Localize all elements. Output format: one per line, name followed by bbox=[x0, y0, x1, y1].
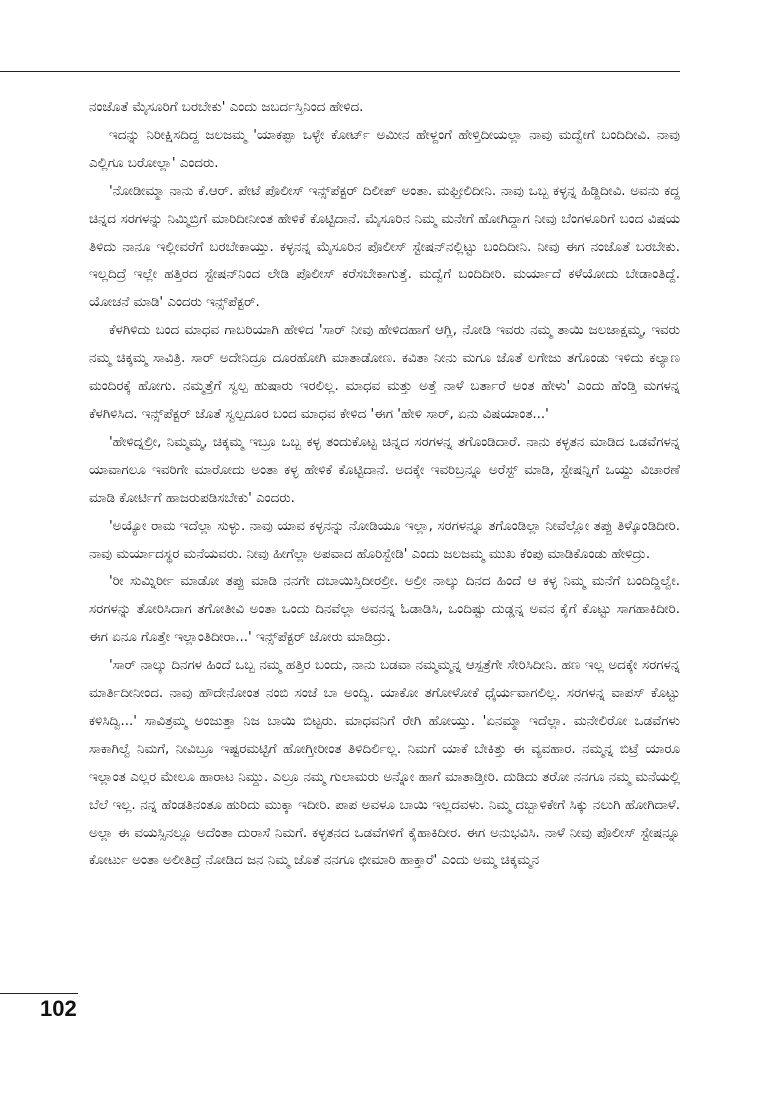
paragraph: ಕೆಳಗಿಳಿದು ಬಂದ ಮಾಧವ ಗಾಬರಿಯಾಗಿ ಹೇಳಿದ 'ಸಾರ್ ನೀವು ಹೇಳಿದಹಾಗೆ ಆಗ್ಲಿ, ನೋಡಿ ಇವರು ನಮ್ಮ ತಾಯಿ ಜಲಜಾಕ್ಷಮ್ಮ, ಇವರು ನಮ್ಮ ಚಿಕ್ಕಮ್ಮ ಸಾವಿತ್ರಿ. ಸಾರ್ ಅದೇನಿದ್ರೂ ದೂರಹೋಗಿ ಮಾತಾಡೋಣ. ಕವಿತಾ ನೀನು ಮಗೂ ಜೊತೆ ಲಗೇಜು ತಗೊಂಡು ಇಳಿದು ಕಲ್ಯಾಣ ಮಂದಿರಕ್ಕೆ ಹೋಗು. ನಮ್ಮತ್ತೆಗೆ ಸ್ವಲ್ಪ ಹುಷಾರು ಇರಲಿಲ್ಲ. ಮಾಧವ ಮತ್ತು ಅತ್ತೆ ನಾಳೆ ಬರ್ತಾರೆ ಅಂತ ಹೇಳು' ಎಂದು ಹೆಂಡ್ತಿ ಮಗಳನ್ನ ಕೆಳಗಿಳಿಸಿದ. ಇನ್ಸ್‌ಪೆಕ್ಟರ್ ಜೊತೆ ಸ್ವಲ್ಪದೂರ ಬಂದ ಮಾಧವ ಕೇಳಿದ 'ಈಗ 'ಹೇಳಿ ಸಾರ್, ಏನು ವಿಷಯಾಂತ...' bbox=[89, 323, 680, 422]
paragraph: ನಂಜೊತೆ ಮೈಸೂರಿಗೆ ಬರಬೇಕು' ಎಂದು ಜಬರ್ದಸ್ತಿನಿಂದ ಹೇಳಿದ. bbox=[89, 100, 364, 115]
paragraph: 'ರೀ ಸುಮ್ನಿರ್ರೀ ಮಾಡೋ ತಪ್ಪು ಮಾಡಿ ನನಗೇ ದಬಾಯಿಸ್ತಿದೀರಲ್ರೀ. ಅಲ್ರೀ ನಾಲ್ಕು ದಿನದ ಹಿಂದೆ ಆ ಕಳ್ಳ ನಿಮ್ಮ ಮನೆಗೆ ಬಂದಿದ್ದಿಲ್ವೇ. ಸರಗಳನ್ನು ತೋರಿಸಿದಾಗ ತಗೋತೀವಿ ಅಂತಾ ಒಂದು ದಿನವೆಲ್ಲಾ ಅವನನ್ನ ಓಡಾಡಿಸಿ, ಒಂದಿಷ್ಟು ದುಡ್ಡನ್ನ ಅವನ ಕೈಗೆ ಕೊಟ್ಟು ಸಾಗಹಾಕಿದೀರಿ. ಈಗ ಏನೂ ಗೊತ್ತೇ ಇಲ್ಲಾಂತಿದೀರಾ...' ಇನ್ಸ್‌ಪೆಕ್ಟರ್ ಜೋರು ಮಾಡಿದ್ರು. bbox=[89, 574, 680, 646]
footer-rule bbox=[0, 993, 78, 994]
paragraph: ಇದನ್ನು ನಿರೀಕ್ಷಿಸದಿದ್ದ ಜಲಜಮ್ಮ 'ಯಾಕಪ್ಪಾ ಒಳ್ಳೇ ಕೋರ್ಟ್ ಅಮೀನ ಹೇಳ್ದಂಗೆ ಹೇಳ್ತಿದೀಯಲ್ಲಾ ನಾವು ಮದ್ವೇಗೆ ಬಂದಿದೀವಿ. ನಾವು ಎಲ್ಲಿಗೂ ಬರೋಲ್ಲಾ' ಎಂದರು. bbox=[89, 127, 680, 171]
paragraph: 'ಸಾರ್ ನಾಲ್ಕು ದಿನಗಳ ಹಿಂದೆ ಒಬ್ಬ ನಮ್ಮ ಹತ್ತಿರ ಬಂದು, ನಾನು ಬಡವಾ ನಮ್ಮಮ್ಮನ್ನ ಆಸ್ಪತ್ರೆಗೇ ಸೇರಿಸಿದೀನಿ. ಹಣ ಇಲ್ಲ ಅದಕ್ಕೇ ಸರಗಳನ್ನ ಮಾರ್ತಿದೀನೀಂದ. ನಾವು ಹೌದೇನೋಂತ ನಂಬಿ ಸಂಜೆ ಬಾ ಅಂದ್ವಿ. ಯಾಕೋ ತಗೋಳೋಕೆ ಧೈರ್ಯವಾಗಲಿಲ್ಲ. ಸರಗಳನ್ನ ವಾಪಸ್ ಕೊಟ್ಟು ಕಳಿಸಿದ್ವಿ...' ಸಾವಿತ್ರಮ್ಮ ಅಂಜುತ್ತಾ ನಿಜ ಬಾಯಿ ಬಿಟ್ಟರು. ಮಾಧವನಿಗೆ ರೇಗಿ ಹೋಯ್ತು. 'ಏನಮ್ಮಾ ಇದೆಲ್ಲಾ. ಮನೇಲಿರೋ ಒಡವೆಗಳು ಸಾಕಾಗಿಲ್ವೆ ನಿಮಗೆ, ನೀವಿಬ್ರೂ ಇಷ್ಟರಮಟ್ಟಿಗೆ ಹೋಗ್ತೀರೀಂತ ತಿಳಿದಿರ್ಲಿಲ್ಲ. ನಿಮಗೆ ಯಾಕೆ ಬೇಕಿತ್ತು ಈ ವ್ಯವಹಾರ. ನಮ್ಮನ್ನ ಬಿಟ್ರೆ ಯಾರೂ ಇಲ್ಲಾಂತ ಎಲ್ಲರ ಮೇಲೂ ಹಾರಾಟ ನಿಮ್ದು. ಎಲ್ರೂ ನಮ್ಮ ಗುಲಾಮರು ಅನ್ನೋ ಹಾಗೆ ಮಾತಾಡ್ತೀರಿ. ದುಡಿದು ತರೋ ನನಗೂ ನಮ್ಮ ಮನೆಯಲ್ಲಿ ಬೆಲೆ ಇಲ್ಲ. ನನ್ನ ಹೆಂಡತಿನಂತೂ ಹುರಿದು ಮುಕ್ಕಾ ಇದೀರಿ. ಪಾಪ ಅವಳೂ ಬಾಯಿ ಇಲ್ಲದವಳು. ನಿಮ್ಮ ದಬ್ಬಾಳಿಕೇಗೆ ಸಿಕ್ಕು ನಲುಗಿ ಹೋಗಿದಾಳೆ. ಅಲ್ಲಾ ಈ ವಯಸ್ಸಿನಲ್ಲೂ ಅದೆಂತಾ ದುರಾಸೆ ನಿಮಗೆ. ಕಳ್ಳತನದ ಒಡವೆಗಳಿಗೆ ಕೈಹಾಕಿದೀರ. ಈಗ ಅನುಭವಿಸಿ. ನಾಳೆ ನೀವು ಪೊಲೀಸ್ ಸ್ಟೇಷನ್ನೂ ಕೋರ್ಟು ಅಂತಾ ಅಲೀತಿದ್ರೆ ನೋಡಿದ ಜನ ನಿಮ್ಮ ಜೊತೆ ನನಗೂ ಛೀಮಾರಿ ಹಾಕ್ತಾರೆ' ಎಂದು ಅಮ್ಮ ಚಿಕ್ಕಮ್ಮನ bbox=[89, 658, 680, 869]
page-number: 102 bbox=[40, 996, 77, 1021]
paragraph: 'ಹೇಳಿದ್ನಲ್ರೀ, ನಿಮ್ಮಮ್ಮ, ಚಿಕ್ಕಮ್ಮ ಇಬ್ರೂ ಒಬ್ಬ ಕಳ್ಳ ತಂದುಕೊಟ್ಟ ಚಿನ್ನದ ಸರಗಳನ್ನ ತಗೊಂಡಿದಾರೆ. ನಾನು ಕಳ್ಳತನ ಮಾಡಿದ ಒಡವೆಗಳನ್ನ ಯಾವಾಗಲೂ ಇವರಿಗೇ ಮಾರೋದು ಅಂತಾ ಕಳ್ಳ ಹೇಳಿಕೆ ಕೊಟ್ಟಿದಾನೆ. ಅದಕ್ಕೇ ಇವರಿಬ್ರನ್ನೂ ಅರೆಸ್ಟ್ ಮಾಡಿ, ಸ್ಟೇಷನ್ನಿಗೆ ಒಯ್ದು ವಿಚಾರಣೆ ಮಾಡಿ ಕೋರ್ಟಿಗೆ ಹಾಜರುಪಡಿಸಬೇಕು' ಎಂದರು. bbox=[89, 434, 680, 506]
paragraph: 'ಅಯ್ಯೋ ರಾಮ ಇದೆಲ್ಲಾ ಸುಳ್ಳು. ನಾವು ಯಾವ ಕಳ್ಳನನ್ನು ನೋಡಿಯೂ ಇಲ್ಲಾ, ಸರಗಳನ್ನೂ ತಗೊಂಡಿಲ್ಲಾ ನೀವೆಲ್ಲೋ ತಪ್ಪು ತಿಳ್ಕೊಂಡಿದೀರಿ. ನಾವು ಮರ್ಯಾದಸ್ಥರ ಮನೆಯವರು. ನೀವು ಹೀಗೆಲ್ಲಾ ಅಪವಾದ ಹೊರಿಸ್ಬೇಡಿ' ಎಂದು ಜಲಜಮ್ಮ ಮುಖ ಕೆಂಪು ಮಾಡಿಕೊಂಡು ಹೇಳಿದ್ರು. bbox=[89, 518, 680, 562]
body-text bbox=[89, 94, 680, 875]
header-rule bbox=[0, 71, 680, 72]
paragraph: 'ನೋಡೀಮ್ಮಾ ನಾನು ಕೆ.ಆರ್. ಪೇಟೆ ಪೊಲೀಸ್ ಇನ್ಸ್‌ಪೆಕ್ಟರ್ ದಿಲೀಪ್ ಅಂತಾ. ಮಫ್ತೀಲಿದೀನಿ. ನಾವು ಒಬ್ಬ ಕಳ್ಳನ್ನ ಹಿಡ್ದಿದೀವಿ. ಅವನು ಕದ್ದ ಚಿನ್ನದ ಸರಗಳನ್ನು ನಿಮ್ಮಿಬ್ರಿಗೆ ಮಾರಿದೀನೀಂತ ಹೇಳಿಕೆ ಕೊಟ್ಟಿದಾನೆ. ಮೈಸೂರಿನ ನಿಮ್ಮ ಮನೇಗೆ ಹೋಗಿದ್ದಾಗ ನೀವು ಬೆಂಗಳೂರಿಗೆ ಬಂದ ವಿಷಯ ತಿಳಿದು ನಾನೂ ಇಲ್ಲೀವರೆಗೆ ಬರಬೇಕಾಯ್ತು. ಕಳ್ಳನನ್ನ ಮೈಸೂರಿನ ಪೊಲೀಸ್ ಸ್ಟೇಷನ್‌ನಲ್ಲಿಟ್ಟು ಬಂದಿದೀನಿ. ನೀವು ಈಗ ನಂಜೊತೆ ಬರಬೇಕು. ಇಲ್ಲದಿದ್ರೆ ಇಲ್ಲೇ ಹತ್ತಿರದ ಸ್ಟೇಷನ್‌ನಿಂದ ಲೇಡಿ ಪೊಲೀಸ್ ಕರೆಸಬೇಕಾಗುತ್ತೆ. ಮದ್ವೆಗೆ ಬಂದಿದೀರಿ. ಮರ್ಯಾದೆ ಕಳೆಯೋದು ಬೇಡಾಂತಿದ್ದೆ. ಯೋಚನೆ ಮಾಡಿ' ಎಂದರು ಇನ್ಸ್‌ಪೆಕ್ಟರ್. bbox=[89, 183, 680, 311]
